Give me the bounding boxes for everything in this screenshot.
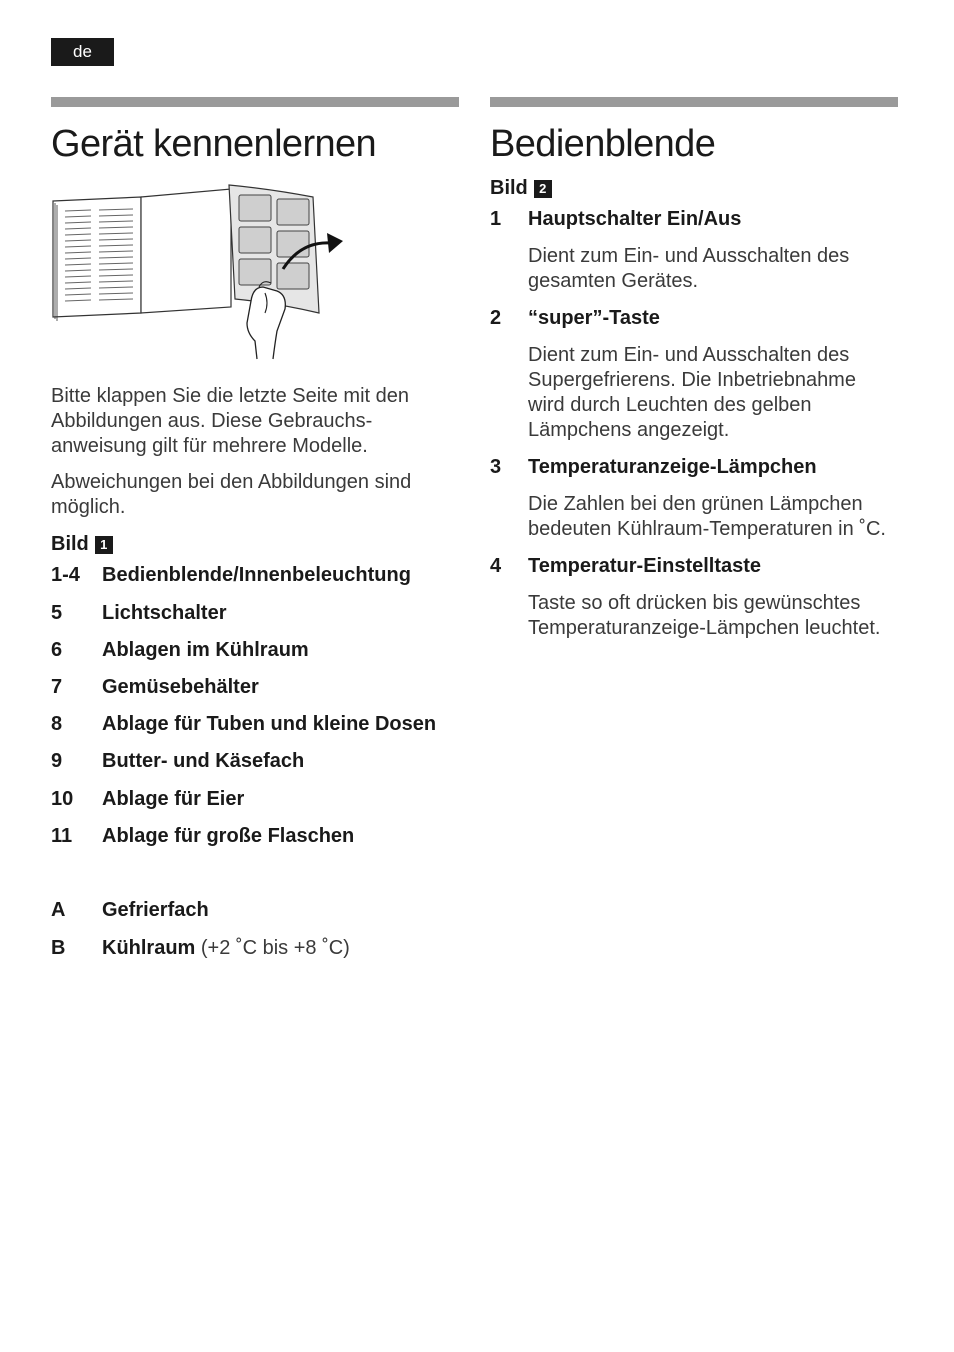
item-label: Hauptschalter Ein/Aus — [528, 208, 742, 230]
item-label: Bedienblende/Innenbeleuchtung — [102, 564, 411, 586]
item-label: Gefrierfach — [102, 899, 209, 921]
section-rule — [490, 97, 898, 107]
item-label: Ablage für große Flaschen — [102, 825, 355, 847]
text-line: Abweichungen bei den Abbildungen sind — [51, 471, 412, 493]
figure-reference — [51, 532, 459, 557]
figure-reference — [490, 176, 898, 201]
item-label: Temperatur-Einstelltaste — [528, 555, 762, 577]
item-description: Dient zum Ein- und Ausschalten des gesamten Gerätes. — [528, 245, 850, 292]
item-description: Die Zahlen bei den grünen Lämpchen bedeuten Kühlraum-Temperaturen in ˚C. — [528, 493, 886, 540]
temperature-range: (+2 ˚C bis +8 ˚C) — [195, 937, 350, 959]
control-item — [490, 207, 898, 232]
list-item — [51, 787, 459, 812]
item-number: 4 — [490, 555, 502, 577]
item-label: “super”-Taste — [528, 307, 660, 329]
item-label: Lichtschalter — [102, 602, 227, 624]
parts-list — [51, 563, 459, 961]
intro-paragraph — [51, 384, 459, 459]
text-line: Bitte klappen Sie die letzte Seite mit den — [51, 385, 409, 407]
list-item — [51, 749, 459, 774]
figure-number-badge: 2 — [534, 180, 552, 198]
section-bedienblende — [490, 97, 898, 641]
text-line: anweisung gilt für mehrere Modelle. — [51, 435, 368, 457]
item-label: Kühlraum — [102, 937, 196, 959]
item-number: 11 — [51, 825, 73, 847]
section-title: Gerät kennenlernen — [51, 123, 377, 165]
item-number: 2 — [490, 307, 502, 329]
list-item — [51, 675, 459, 700]
control-item — [490, 306, 898, 331]
item-label: Gemüsebehälter — [102, 676, 259, 698]
item-number: 6 — [51, 639, 63, 661]
item-label: Temperaturanzeige-Lämpchen — [528, 456, 817, 478]
item-description: Dient zum Ein- und Ausschalten des Supergefrierens. Die Inbetriebnahme wird durch Leuchten des gelben Lämpchens angezeigt. — [528, 344, 856, 441]
item-number: A — [51, 899, 66, 921]
item-number: 1 — [490, 208, 502, 230]
section-title: Bedienblende — [490, 123, 716, 165]
item-number: 5 — [51, 602, 63, 624]
section-rule — [51, 97, 459, 107]
item-label-wrapper — [102, 936, 459, 961]
item-description: Taste so oft drücken bis gewünschtes Temperaturanzeige-Lämpchen leuchtet. — [528, 592, 881, 639]
list-item — [51, 712, 459, 737]
item-label: Ablagen im Kühlraum — [102, 639, 309, 661]
item-label: Butter- und Käsefach — [102, 750, 305, 772]
control-item — [490, 455, 898, 480]
item-number: 9 — [51, 750, 63, 772]
list-item — [51, 898, 459, 923]
figure-number-badge: 1 — [95, 536, 113, 554]
note-paragraph — [51, 470, 459, 520]
language-tag: de — [51, 38, 114, 66]
text-line: Abbildungen aus. Diese Gebrauchs- — [51, 410, 373, 432]
list-item — [51, 824, 459, 849]
item-number: 10 — [51, 788, 74, 810]
list-item — [51, 936, 459, 961]
figure-label: Bild — [490, 177, 528, 199]
list-item — [51, 601, 459, 626]
list-item — [51, 638, 459, 663]
figure-label: Bild — [51, 533, 89, 555]
fold-out-page-illustration — [51, 183, 351, 363]
item-number: 3 — [490, 456, 502, 478]
text-line: möglich. — [51, 496, 126, 518]
item-label: Ablage für Tuben und kleine Dosen — [102, 713, 437, 735]
item-number: 8 — [51, 713, 63, 735]
section-geraet-kennenlernen — [51, 97, 459, 961]
item-number: B — [51, 937, 66, 959]
control-item — [490, 554, 898, 579]
item-label: Ablage für Eier — [102, 788, 245, 810]
item-number: 7 — [51, 676, 63, 698]
item-number: 1-4 — [51, 564, 80, 586]
list-item — [51, 563, 459, 588]
